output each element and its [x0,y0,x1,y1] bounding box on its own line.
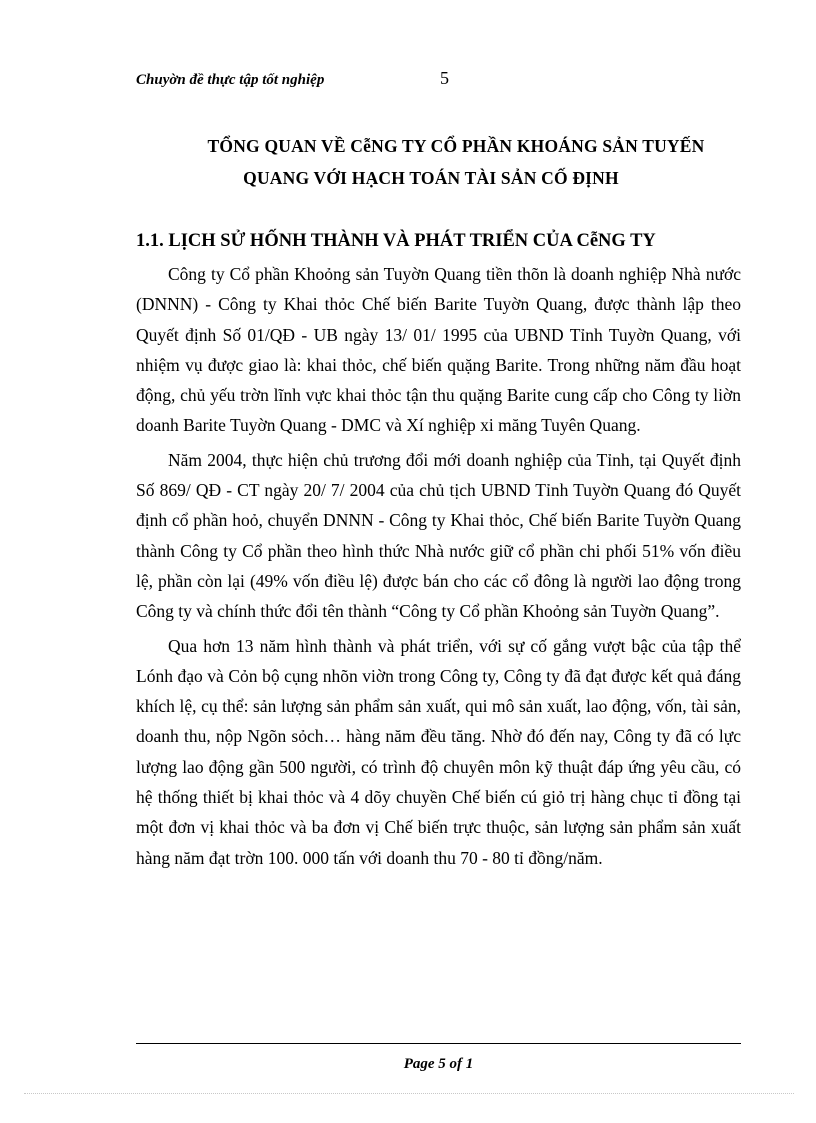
page-header [136,68,636,92]
document-title [136,130,736,194]
page-bottom-edge [24,1093,794,1094]
document-title-line-2: QUANG VỚI HẠCH TOÁN TÀI SẢN CỐ ĐỊNH [243,168,619,188]
paragraph: Qua hơn 13 năm hình thành và phát triển, với sự cố gắng vượt bậc của tập thể Lónh đạo và Cỏn bộ cụng nhõn viờn trong Công ty, Công ty đã đạt được kết quả đáng khích lệ, cụ thể: sản lượng sản phẩm sản xuất, qui mô sản xuất, lao động, vốn, tài sản, doanh thu, nộp Ngõn sỏch… hàng năm đều tăng. Nhờ đó đến nay, Công ty đã có lực lượng lao động gần 500 người, có trình độ chuyên môn kỹ thuật đáp ứng yêu cầu, có hệ thống thiết bị khai thỏc và 4 dõy chuyền Chế biến cú giỏ trị hàng chục tỉ đồng tại một đơn vị khai thỏc và ba đơn vị Chế biến trực thuộc, sản lượng sản phẩm sản xuất hàng năm đạt trờn 100. 000 tấn với doanh thu 70 - 80 tỉ đồng/năm. [136,635,741,868]
footer-page-label: Page 5 of 1 [403,1056,474,1072]
section-heading: 1.1. LỊCH SỬ HỐNH THÀNH VÀ PHÁT TRIỂN CỦA CễNG TY [136,231,656,251]
header-page-number: 5 [440,68,449,88]
header-title: Chuyờn đề thực tập tốt nghiệp [136,72,325,88]
body-text [136,259,741,877]
document-title-line-1: TỔNG QUAN VỀ CễNG TY CỔ PHẦN KHOÁNG SẢN TUYẾN [207,136,705,156]
paragraph: Công ty Cổ phần Khoỏng sản Tuyờn Quang tiền thõn là doanh nghiệp Nhà nước (DNNN) - Công ty Khai thỏc Chế biến Barite Tuyờn Quang, được thành lập theo Quyết định Số 01/QĐ - UB ngày 13/ 01/ 1995 của UBND Tỉnh Tuyờn Quang, với nhiệm vụ được giao là: khai thỏc, chế biến quặng Barite. Trong những năm đầu hoạt động, chủ yếu trờn lĩnh vực khai thỏc tận thu quặng Barite cung cấp cho Công ty liờn doanh Barite Tuyờn Quang - DMC và Xí nghiệp xi măng Tuyên Quang. [136,264,741,436]
paragraph: Năm 2004, thực hiện chủ trương đổi mới doanh nghiệp của Tỉnh, tại Quyết định Số 869/ QĐ - CT ngày 20/ 7/ 2004 của chủ tịch UBND Tỉnh Tuyờn Quang đó Quyết định cổ phần hoỏ, chuyển DNNN - Công ty Khai thỏc, Chế biến Barite Tuyờn Quang thành Công ty Cổ phần theo hình thức Nhà nước giữ cổ phần chi phối 51% vốn điều lệ, phần còn lại (49% vốn điều lệ) được bán cho các cổ đông là người lao động trong Công ty và chính thức đổi tên thành “Công ty Cổ phần Khoỏng sản Tuyờn Quang”. [136,449,741,622]
footer-divider [136,1043,741,1044]
